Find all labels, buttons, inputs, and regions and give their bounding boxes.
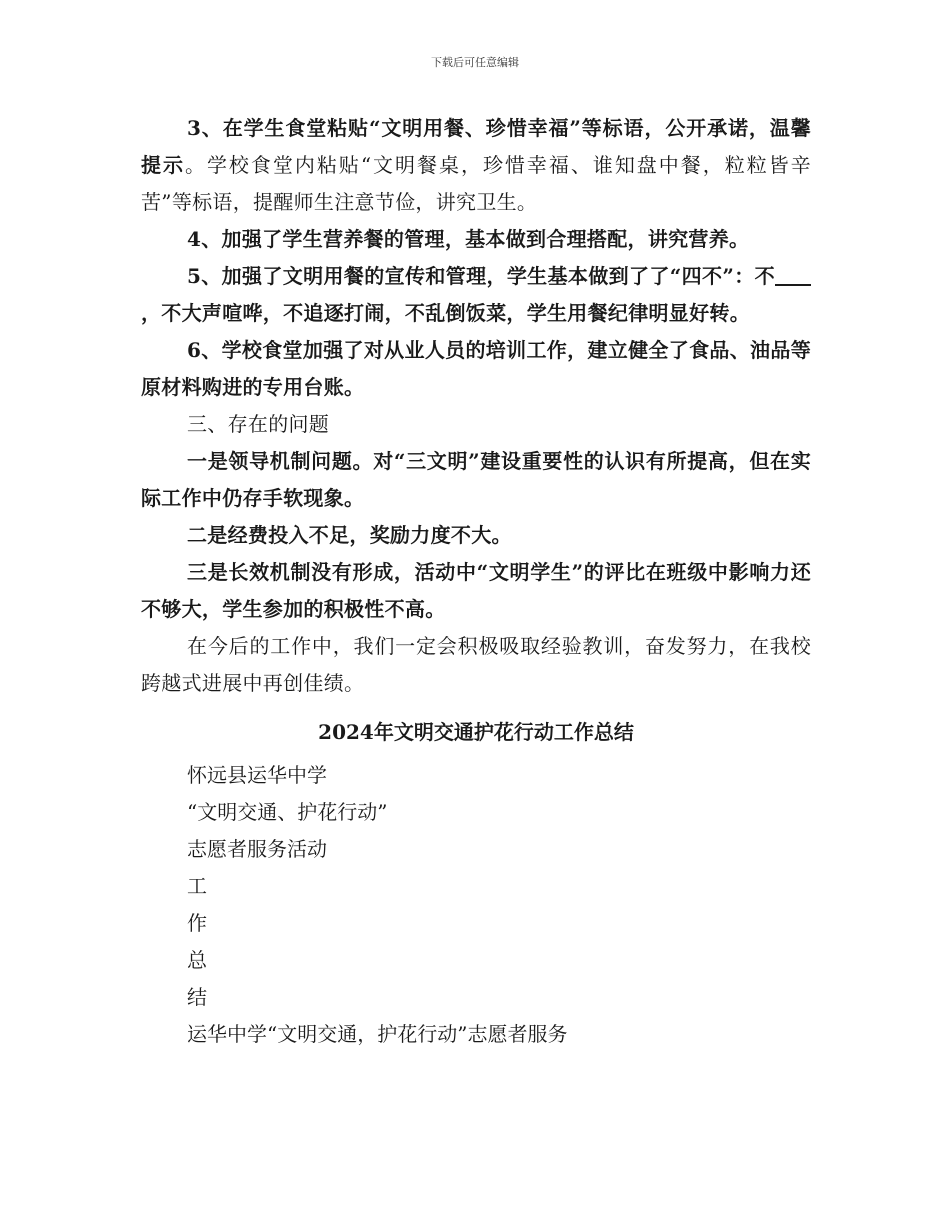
paragraph-problem-2: 二是经费投入不足，奖励力度不大。 [187,523,512,547]
doc2-line: 结 [187,985,207,1009]
paragraph-problem-3: 三是长效机制没有形成，活动中“文明学生”的评比在班级中影响力还不够大，学生参加的积极性不高。 [141,560,811,621]
section-heading-problems: 三、存在的问题 [187,412,330,436]
item-3-lead: 3、在学生食堂粘贴“文明用餐、珍惜幸福”等标语，公开承诺，温馨提示 [141,116,811,177]
doc2-line: 工 [187,874,207,898]
doc2-line: 运华中学“文明交通，护花行动”志愿者服务 [187,1022,568,1046]
doc2-line: 志愿者服务活动 [187,837,327,861]
paragraph-closing: 在今后的工作中，我们一定会积极吸取经验教训，奋发努力，在我校跨越式进展中再创佳绩。 [141,634,811,695]
doc2-line: 怀远县运华中学 [187,763,327,787]
paragraph-item-3 [141,110,811,221]
doc2-line: 作 [187,911,207,935]
item-5-part-a: 5、加强了文明用餐的宣传和管理，学生基本做到了了“四不”：不 [187,264,775,288]
paragraph-item-4: 4、加强了学生营养餐的管理，基本做到合理搭配，讲究营养。 [187,227,750,251]
document-title: 2024年文明交通护花行动工作总结 [318,720,634,744]
paragraph-problem-1: 一是领导机制问题。对“三文明”建设重要性的认识有所提高，但在实际工作中仍存手软现象。 [141,449,811,510]
item-3-rest: 。学校食堂内粘贴“文明餐桌，珍惜幸福、谁知盘中餐，粒粒皆辛苦”等标语，提醒师生注意节俭，讲究卫生。 [141,153,811,214]
document-body [141,110,811,1053]
item-5-part-b: ，不大声喧哗，不追逐打闹，不乱倒饭菜，学生用餐纪律明显好转。 [141,301,750,325]
doc2-line: “文明交通、护花行动” [187,800,388,824]
fill-in-blank [775,264,811,286]
paragraph-item-6: 6、学校食堂加强了对从业人员的培训工作，建立健全了食品、油品等原材料购进的专用台账。 [141,338,811,399]
paragraph-item-5 [141,258,811,332]
page-header-note: 下载后可任意编辑 [431,56,519,69]
doc2-line: 总 [187,948,207,972]
